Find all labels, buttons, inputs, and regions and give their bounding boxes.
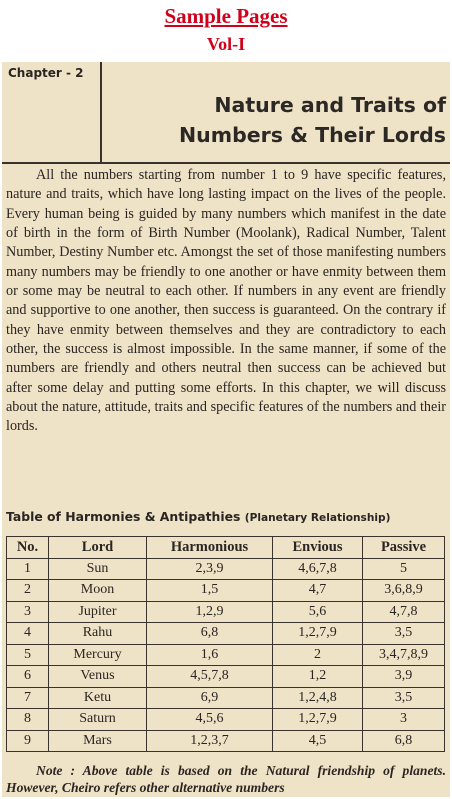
table-row [7,558,445,580]
table-row [7,580,445,602]
cell-envious: 1,2,7,9 [273,709,363,731]
cell-passive: 3,4,7,8,9 [363,644,445,666]
table-row [7,687,445,709]
cell-no: 5 [7,644,49,666]
cell-lord: Rahu [49,623,147,645]
header-passive: Passive [363,537,445,559]
table-row [7,644,445,666]
header-envious: Envious [273,537,363,559]
cell-lord: Jupiter [49,601,147,623]
chapter-divider [102,162,450,164]
cell-passive: 3,9 [363,666,445,688]
cell-passive: 5 [363,558,445,580]
cell-no: 3 [7,601,49,623]
header-harmonious: Harmonious [147,537,273,559]
cell-no: 1 [7,558,49,580]
cell-no: 2 [7,580,49,602]
cell-harmonious: 6,8 [147,623,273,645]
cell-harmonious: 1,2,3,7 [147,730,273,752]
chapter-box [2,62,102,164]
cell-no: 6 [7,666,49,688]
cell-envious: 5,6 [273,601,363,623]
sample-pages-heading: Sample Pages [164,4,288,28]
cell-no: 4 [7,623,49,645]
cell-envious: 1,2 [273,666,363,688]
cell-harmonious: 1,6 [147,644,273,666]
table-title-sub: (Planetary Relationship) [244,512,391,524]
cell-no: 8 [7,709,49,731]
cell-passive: 3,6,8,9 [363,580,445,602]
table-note: Note : Above table is based on the Natural friendship of planets. However, Cheiro refers other alternative numbers [6,763,446,795]
cell-harmonious: 1,5 [147,580,273,602]
cell-harmonious: 1,2,9 [147,601,273,623]
chapter-title-line-2: Numbers & Their Lords [178,123,446,147]
table-row [7,601,445,623]
body-paragraph: All the numbers starting from number 1 to 9 have specific features, nature and traits, which have long lasting impact on the lives of the people. Every human being is guided by many numbers which manifest in the date of birth in the form of Birth Number (Moolank), Radical Number, Talent Number, Destiny Number etc. Amongst the set of those manifesting numbers many numbers may be friendly to one another or have enmity between them or some may be neutral to each other. If numbers in any event are friendly and supportive to one another, then success is guaranteed. On the contrary if they have enmity between themselves and they are contradictory to each other, the success is almost impossible. In the same manner, if some of the numbers are friendly and others neutral then success can be achieved but after some delay and putting some efforts. In this chapter, we will discuss about the nature, attitude, traits and specific features of the numbers and their lords. [6,167,446,435]
header-no: No. [7,537,49,559]
cell-lord: Sun [49,558,147,580]
book-page-scan [2,62,450,797]
table-title-main: Table of Harmonies & Antipathies [6,509,241,524]
chapter-label: Chapter - 2 [8,66,84,80]
chapter-title-line-1: Nature and Traits of [214,93,446,117]
cell-harmonious: 4,5,7,8 [147,666,273,688]
cell-lord: Mars [49,730,147,752]
table-header-row [7,537,445,559]
cell-passive: 3 [363,709,445,731]
cell-harmonious: 2,3,9 [147,558,273,580]
table-row [7,709,445,731]
cell-envious: 4,5 [273,730,363,752]
cell-lord: Saturn [49,709,147,731]
cell-lord: Moon [49,580,147,602]
cell-lord: Mercury [49,644,147,666]
cell-no: 9 [7,730,49,752]
cell-lord: Venus [49,666,147,688]
cell-passive: 3,5 [363,687,445,709]
cell-envious: 4,6,7,8 [273,558,363,580]
table-row [7,730,445,752]
cell-no: 7 [7,687,49,709]
cell-envious: 2 [273,644,363,666]
cell-lord: Ketu [49,687,147,709]
cell-envious: 1,2,7,9 [273,623,363,645]
cell-passive: 4,7,8 [363,601,445,623]
header-lord: Lord [49,537,147,559]
chapter-title [116,90,446,150]
cell-envious: 1,2,4,8 [273,687,363,709]
volume-label: Vol-I [206,34,246,54]
cell-harmonious: 4,5,6 [147,709,273,731]
cell-harmonious: 6,9 [147,687,273,709]
cell-passive: 6,8 [363,730,445,752]
table-title [6,509,450,524]
table-row [7,623,445,645]
harmonies-table [6,536,445,752]
cell-envious: 4,7 [273,580,363,602]
table-row [7,666,445,688]
cell-passive: 3,5 [363,623,445,645]
